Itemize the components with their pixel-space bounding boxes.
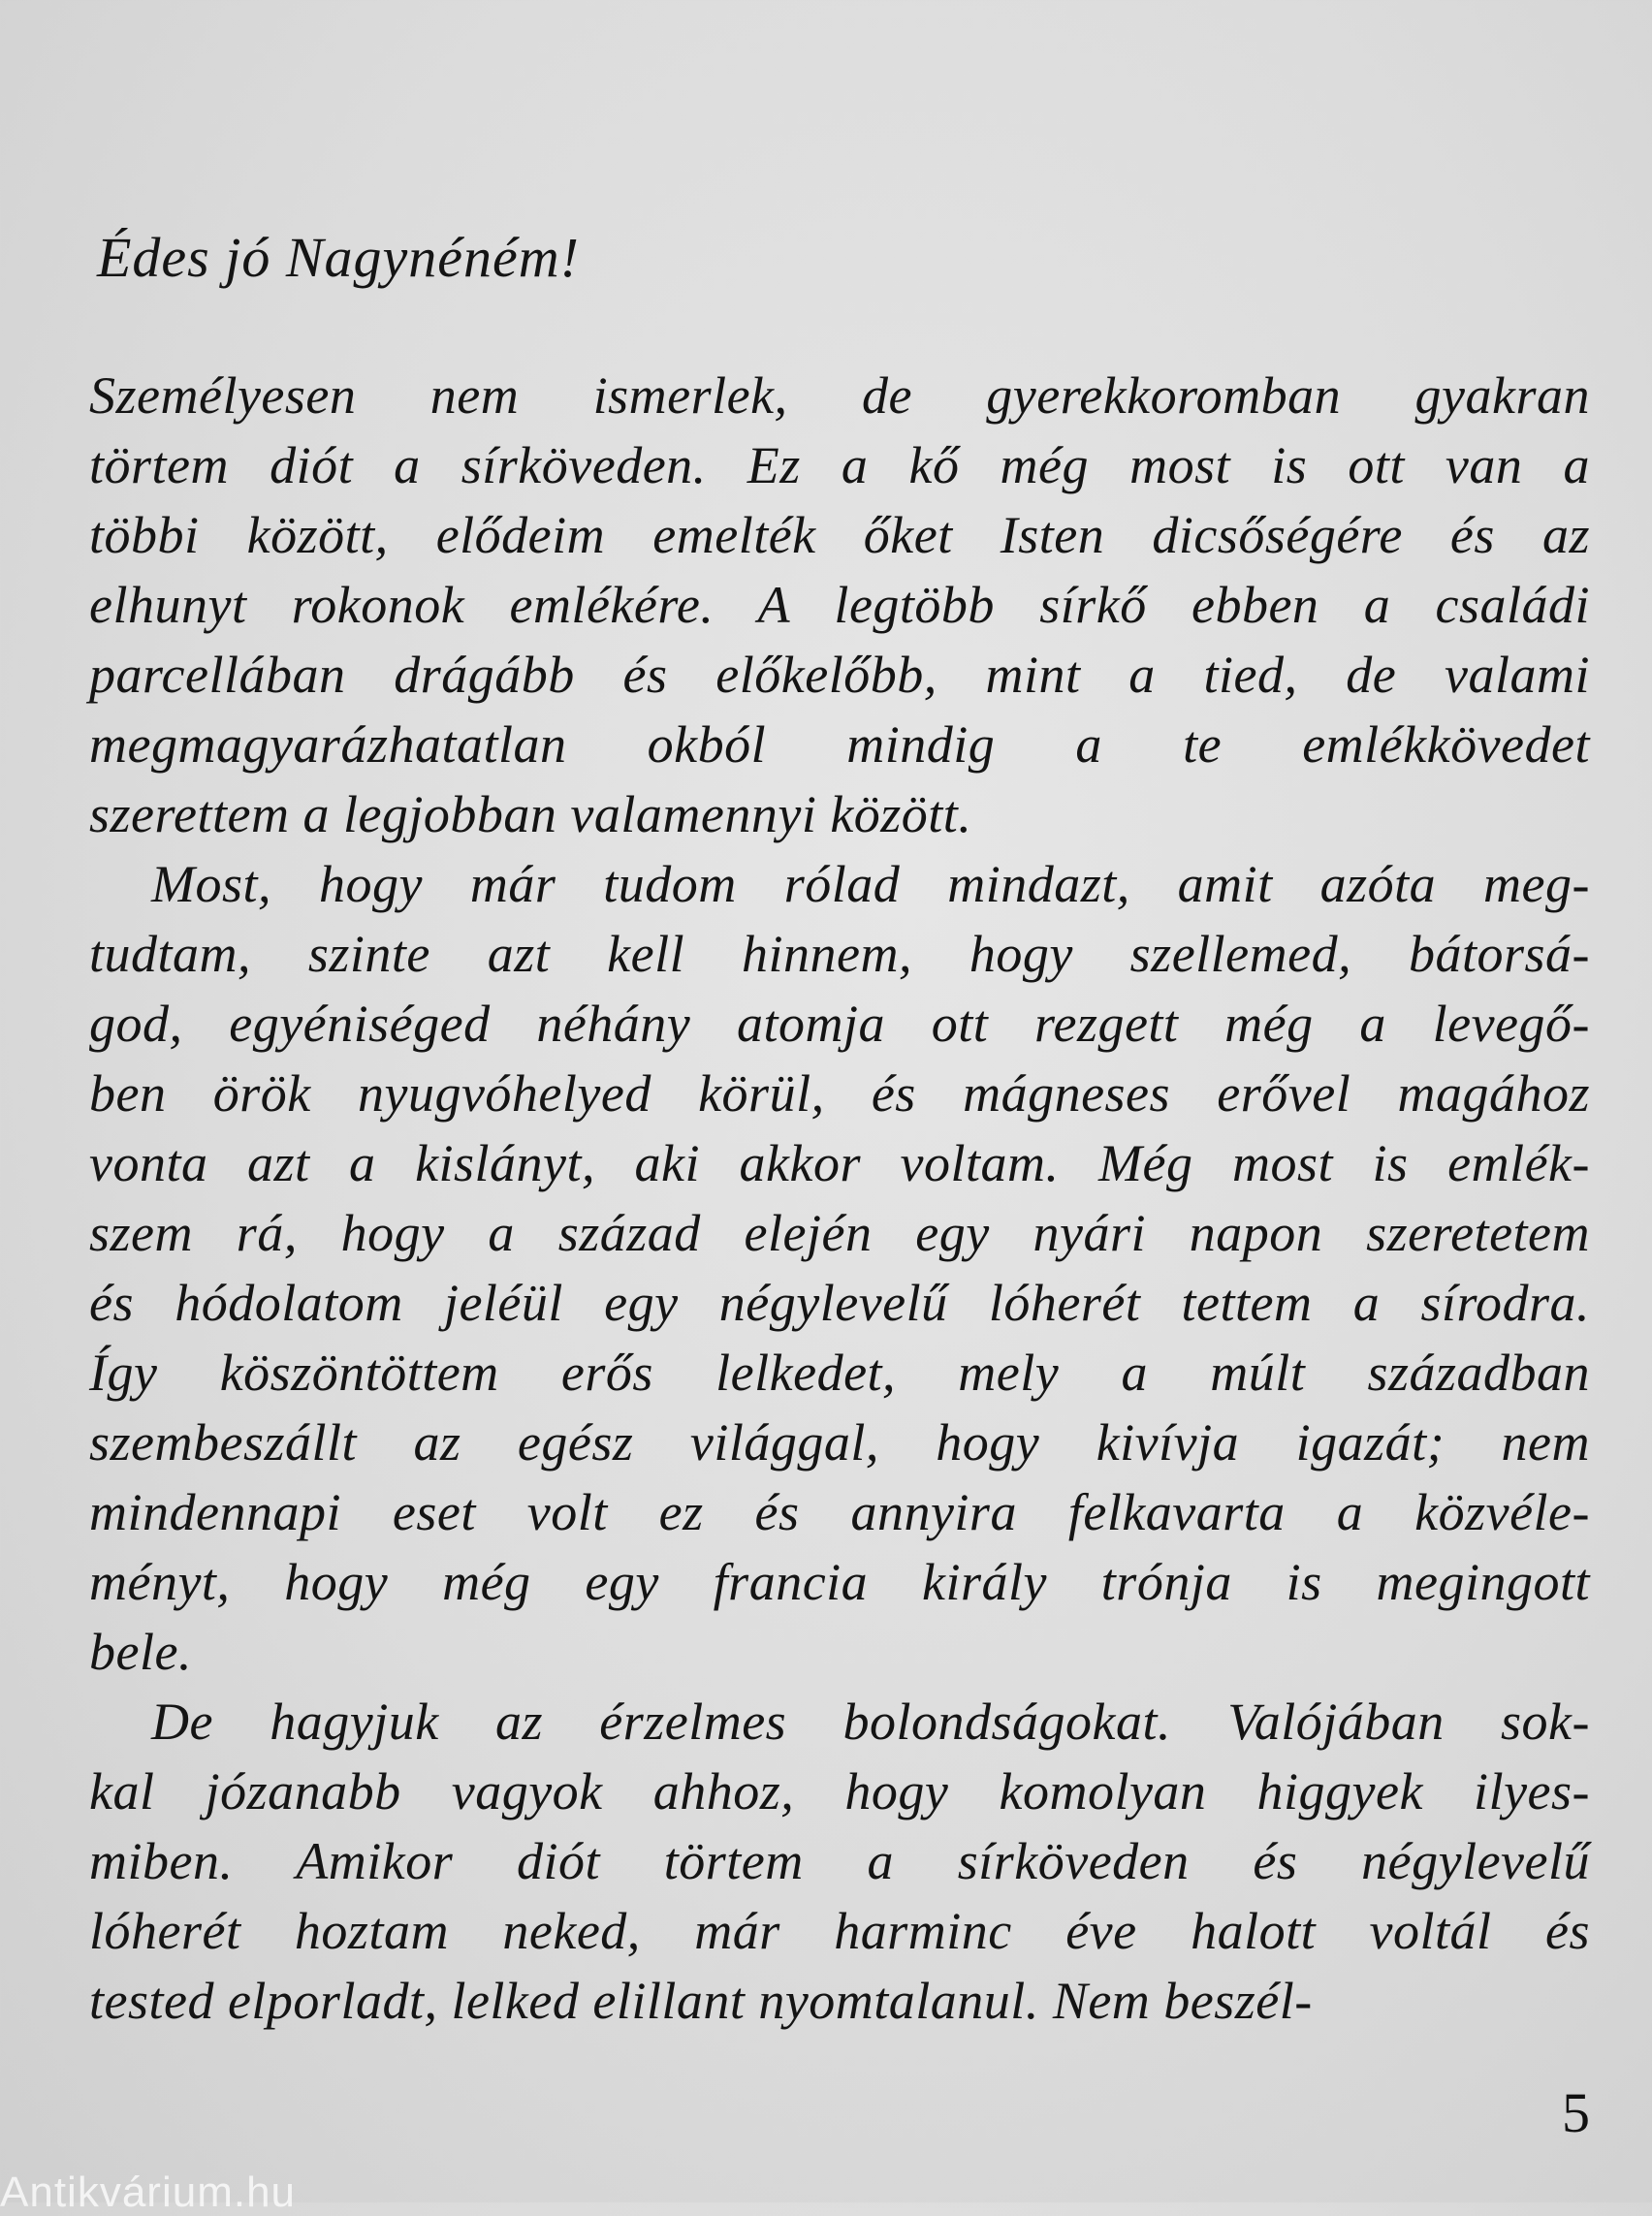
paragraph xyxy=(89,1687,1590,2036)
text-line: miben. Amikor diót törtem a sírköveden és négylevelű xyxy=(89,1832,1590,1890)
text-line: ben örök nyugvóhelyed körül, és mágneses erővel magához xyxy=(89,1064,1590,1123)
text-line: tested elporladt, lelked elillant nyomtalanul. Nem beszél- xyxy=(89,1972,1313,2030)
watermark: Antikvárium.hu xyxy=(0,2169,297,2216)
text-line: szerettem a legjobban valamennyi között. xyxy=(89,785,972,843)
book-page xyxy=(89,204,1590,2045)
text-line: szem rá, hogy a század elején egy nyári napon szeretetem xyxy=(89,1204,1590,1262)
paragraph xyxy=(89,849,1590,1687)
page-number: 5 xyxy=(1562,2081,1590,2144)
text-line: kal józanabb vagyok ahhoz, hogy komolyan higgyek ilyes- xyxy=(89,1762,1590,1820)
letter-body xyxy=(89,361,1590,2036)
text-line: Személyesen nem ismerlek, de gyerekkoromban gyakran xyxy=(89,366,1590,425)
text-line: god, egyéniséged néhány atomja ott rezgett még a levegő- xyxy=(89,995,1590,1053)
text-line: megmagyarázhatatlan okból mindig a te emlékkövedet xyxy=(89,715,1590,774)
text-line: ményt, hogy még egy francia király trónja is megingott xyxy=(89,1553,1590,1611)
text-line: és hódolatom jeléül egy négylevelű lóherét tettem a sírodra. xyxy=(89,1274,1590,1332)
letter-salutation: Édes jó Nagynéném! xyxy=(97,226,580,289)
text-line: De hagyjuk az érzelmes bolondságokat. Valójában sok- xyxy=(151,1693,1590,1751)
text-line: tudtam, szinte azt kell hinnem, hogy szellemed, bátorsá- xyxy=(89,925,1590,983)
paragraph xyxy=(89,361,1590,849)
text-line: mindennapi eset volt ez és annyira felkavarta a közvéle- xyxy=(89,1483,1590,1541)
text-line: többi között, elődeim emelték őket Isten dicsőségére és az xyxy=(89,506,1590,564)
text-line: lóherét hoztam neked, már harminc éve halott voltál és xyxy=(89,1902,1590,1960)
text-line: szembeszállt az egész világgal, hogy kivívja igazát; nem xyxy=(89,1413,1590,1472)
text-line: Így köszöntöttem erős lelkedet, mely a múlt században xyxy=(89,1344,1590,1402)
text-line: vonta azt a kislányt, aki akkor voltam. Még most is emlék- xyxy=(89,1134,1590,1192)
text-line: törtem diót a sírköveden. Ez a kő még most is ott van a xyxy=(89,436,1590,494)
text-line: bele. xyxy=(89,1623,192,1681)
text-line: elhunyt rokonok emlékére. A legtöbb sírkő ebben a családi xyxy=(89,576,1590,634)
text-line: Most, hogy már tudom rólad mindazt, amit azóta meg- xyxy=(151,855,1590,913)
text-line: parcellában drágább és előkelőbb, mint a tied, de valami xyxy=(89,646,1590,704)
